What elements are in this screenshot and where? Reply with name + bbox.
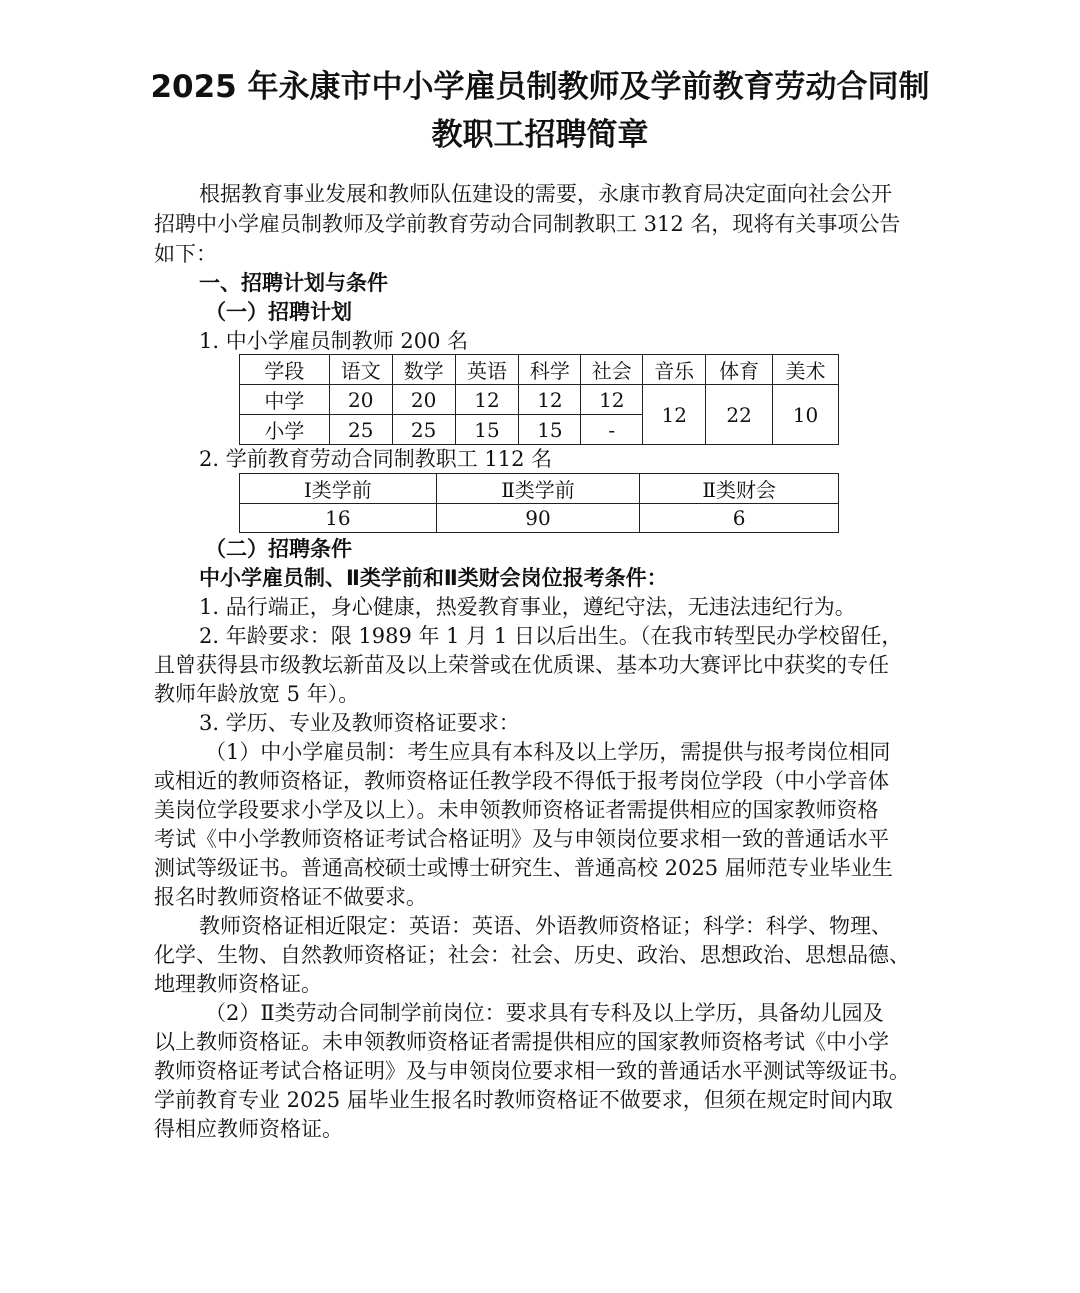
table-cell: - bbox=[581, 415, 643, 445]
table-cell-stage: 中学 bbox=[240, 385, 330, 415]
table-header-row bbox=[240, 474, 839, 504]
document-title-line-2: 教职工招聘简章 bbox=[431, 117, 649, 153]
intro-line: 招聘中小学雇员制教师及学前教育劳动合同制教职工 312 名，现将有关事项公告 bbox=[154, 212, 901, 236]
conditions-heading: 中小学雇员制、Ⅱ类学前和Ⅱ类财会岗位报考条件： bbox=[199, 566, 668, 590]
table-cell: 20 bbox=[392, 385, 455, 415]
condition-item-3-1-line: 美岗位学段要求小学及以上）。未申领教师资格证者需提供相应的国家教师资格 bbox=[154, 798, 879, 822]
similar-certificate-line: 地理教师资格证。 bbox=[154, 972, 322, 996]
table-cell: 16 bbox=[240, 504, 437, 533]
plan-2-title: 2. 学前教育劳动合同制教职工 112 名 bbox=[199, 447, 553, 471]
condition-item-3-2-line: 学前教育专业 2025 届毕业生报名时教师资格证不做要求，但须在规定时间内取 bbox=[154, 1088, 893, 1112]
condition-item-3-1-line: 考试《中小学教师资格证考试合格证明》及与申领岗位要求相一致的普通话水平 bbox=[154, 827, 889, 851]
subsection-heading: （一）招聘计划 bbox=[205, 300, 352, 324]
table-cell: 15 bbox=[455, 415, 519, 445]
table-header-cell: 体育 bbox=[706, 355, 773, 385]
condition-item-3-1-line: 报名时教师资格证不做要求。 bbox=[154, 885, 427, 909]
preschool-quota-table bbox=[239, 473, 839, 533]
condition-item-3-2-line: （2）Ⅱ类劳动合同制学前岗位：要求具有专科及以上学历，具备幼儿园及 bbox=[205, 1001, 884, 1025]
table-cell-merged: 10 bbox=[773, 385, 839, 445]
table-header-cell: 数学 bbox=[392, 355, 455, 385]
table-header-cell: Ⅱ类学前 bbox=[436, 474, 640, 504]
similar-certificate-line: 化学、生物、自然教师资格证；社会：社会、历史、政治、思想政治、思想品德、 bbox=[154, 943, 910, 967]
plan-1-title: 1. 中小学雇员制教师 200 名 bbox=[199, 329, 469, 353]
table-header-cell: Ⅱ类财会 bbox=[640, 474, 839, 504]
table-cell: 12 bbox=[581, 385, 643, 415]
table-header-cell: 英语 bbox=[455, 355, 519, 385]
table-cell-merged: 22 bbox=[706, 385, 773, 445]
condition-item-1: 1. 品行端正，身心健康，热爱教育事业，遵纪守法，无违法违纪行为。 bbox=[199, 595, 856, 619]
table-header-cell: 社会 bbox=[581, 355, 643, 385]
condition-item-2-line: 2. 年龄要求：限 1989 年 1 月 1 日以后出生。（在我市转型民办学校留任， bbox=[199, 624, 903, 648]
condition-item-3-1-line: 测试等级证书。普通高校硕士或博士研究生、普通高校 2025 届师范专业毕业生 bbox=[154, 856, 893, 880]
table-cell: 90 bbox=[436, 504, 640, 533]
table-header-row bbox=[240, 355, 839, 385]
table-cell: 12 bbox=[519, 385, 581, 415]
condition-item-3-1-line: 或相近的教师资格证，教师资格证任教学段不得低于报考岗位学段（中小学音体 bbox=[154, 769, 889, 793]
table-cell: 25 bbox=[329, 415, 392, 445]
intro-line: 根据教育事业发展和教师队伍建设的需要，永康市教育局决定面向社会公开 bbox=[199, 182, 892, 206]
table-cell: 6 bbox=[640, 504, 839, 533]
condition-item-2-line: 且曾获得县市级教坛新苗及以上荣誉或在优质课、基本功大赛评比中获奖的专任 bbox=[154, 653, 889, 677]
table-header-cell: 学段 bbox=[240, 355, 330, 385]
teacher-quota-table bbox=[239, 354, 839, 445]
table-cell-merged: 12 bbox=[643, 385, 706, 445]
table-header-cell: 语文 bbox=[329, 355, 392, 385]
condition-item-3: 3. 学历、专业及教师资格证要求： bbox=[199, 711, 520, 735]
table-cell: 20 bbox=[329, 385, 392, 415]
condition-item-2-line: 教师年龄放宽 5 年）。 bbox=[154, 682, 360, 706]
subsection-heading: （二）招聘条件 bbox=[205, 537, 352, 561]
section-heading: 一、招聘计划与条件 bbox=[199, 271, 388, 295]
table-header-cell: 科学 bbox=[519, 355, 581, 385]
table-cell: 12 bbox=[455, 385, 519, 415]
condition-item-3-2-line: 以上教师资格证。未申领教师资格证者需提供相应的国家教师资格考试《中小学 bbox=[154, 1030, 889, 1054]
table-header-cell: 美术 bbox=[773, 355, 839, 385]
table-header-cell: 音乐 bbox=[643, 355, 706, 385]
intro-line: 如下： bbox=[154, 242, 217, 266]
condition-item-3-1-line: （1）中小学雇员制：考生应具有本科及以上学历，需提供与报考岗位相同 bbox=[205, 740, 891, 764]
condition-item-3-2-line: 教师资格证考试合格证明》及与申领岗位要求相一致的普通话水平测试等级证书。 bbox=[154, 1059, 910, 1083]
table-header-cell: Ⅰ类学前 bbox=[240, 474, 437, 504]
similar-certificate-line: 教师资格证相近限定：英语：英语、外语教师资格证；科学：科学、物理、 bbox=[199, 914, 892, 938]
condition-item-3-2-line: 得相应教师资格证。 bbox=[154, 1117, 343, 1141]
table-row bbox=[240, 385, 839, 415]
table-cell-stage: 小学 bbox=[240, 415, 330, 445]
table-row bbox=[240, 504, 839, 533]
document-title-line-1: 2025 年永康市中小学雇员制教师及学前教育劳动合同制 bbox=[150, 69, 930, 105]
table-cell: 15 bbox=[519, 415, 581, 445]
table-cell: 25 bbox=[392, 415, 455, 445]
